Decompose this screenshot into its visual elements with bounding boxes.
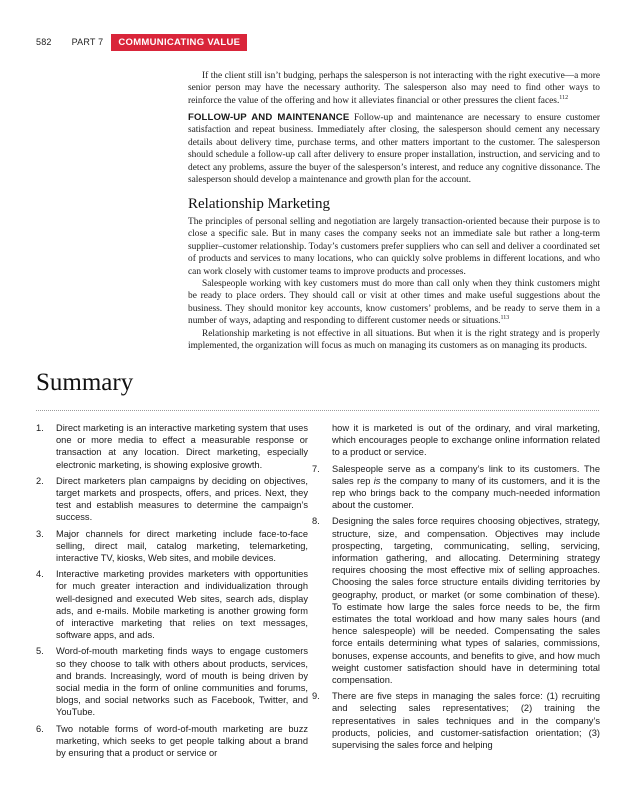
part-label: PART 7: [71, 37, 104, 47]
item-number: 5.: [36, 646, 44, 657]
relationship-heading: Relationship Marketing: [188, 196, 331, 212]
item-text: Designing the sales force requires choosing objectives, strategy, structure, size, and compensation. Objectives may include prospecting, targeting, communicating, selling, servicing, information gathering, and allocating. Determining strategy requires choosing the most effective mix of selling approaches. Choosing the sales force structure entails dividing territories by geography, product, or market (or some combination of these). To estimate how large the sales force needs to be, the firm estimates the total workload and how many sales hours (and hence salespeople) will be needed. Compensating the sales force entails determining what types of salaries, commissions, bonuses, expense accounts, and benefits to give, and how much weight customer satisfaction should have in determining total compensation.: [332, 516, 600, 686]
item-number: 8.: [312, 516, 320, 527]
item-text: Major channels for direct marketing include face-to-face selling, direct mail, catalog marketing, telemarketing, interactive TV, kiosks, Web sites, and mobile devices.: [56, 528, 308, 564]
summary-item: [36, 568, 308, 641]
endnote-113: 113: [500, 315, 510, 322]
item-number: 1.: [36, 423, 44, 433]
relationship-p2: Salespeople working with key customers must do more than call only when they think customers might be ready to place orders. They should call or visit at other times and make useful suggestions about the business. They should monitor key accounts, know customers’ problems, and be ready to serve them in a number of ways, adapting and responding to different customer needs or situations.: [188, 279, 600, 327]
summary-item: [36, 528, 308, 565]
item-number: 4.: [36, 569, 44, 580]
summary-heading: Summary: [36, 369, 134, 396]
follow-up-heading: FOLLOW-UP AND MAINTENANCE: [188, 112, 350, 123]
intro-paragraph: [188, 70, 600, 107]
item-number: 6.: [36, 723, 44, 734]
item-text: Direct marketers plan campaigns by deciding on objectives, target markets and prospects, offers, and prices. Next, they test and establish measures to determine the campaign’s success.: [56, 475, 308, 523]
item-number: 9.: [312, 691, 320, 702]
summary-item: [36, 645, 308, 718]
section-tag: COMMUNICATING VALUE: [111, 34, 247, 51]
item-text: Interactive marketing provides marketers with opportunities for much greater interaction and individualization through well-designed and executed Web sites, search ads, display ads, and e-mails. Mobile marketing is another growing form of interactive marketing that relies on text messages, software apps, and ads.: [56, 569, 308, 641]
summary-item: [36, 475, 308, 524]
item-text: There are five steps in managing the sales force: (1) recruiting and selecting sales representatives; (2) training the representatives in sales techniques and in the company’s products, policies, and customer-satisfaction orientation; (3) supervising the sales force and helping: [332, 691, 600, 751]
item-emphasis: is: [373, 475, 381, 486]
endnote-112: 112: [559, 94, 569, 101]
item-text: Salespeople serve as a company’s link to its customers. The sales rep: [332, 463, 600, 486]
summary-item: [36, 723, 308, 760]
follow-up-section: [188, 112, 600, 186]
summary-divider: [36, 410, 599, 411]
item-text: Word-of-mouth marketing finds ways to engage customers so they choose to talk with others about products, services, and brands. Increasingly, word of mouth is being driven by social media in the form of online communities and forums, blogs, and social networks such as Facebook, Twitter, and YouTube.: [56, 646, 308, 718]
summary-column-left: [36, 422, 308, 763]
summary-item: [312, 690, 600, 751]
intro-text: If the client still isn’t budging, perhaps the salesperson is not interacting with the right executive—a more senior person may have the necessary authority. The salesperson also may need to find other ways to reinforce the value of the offering and how it alleviates financial or other pressures the client faces.: [188, 71, 600, 106]
relationship-section: [188, 196, 600, 352]
summary-item: [312, 463, 600, 512]
page-number: 582: [36, 37, 52, 47]
relationship-p3: Relationship marketing is not effective in all situations. But when it is the right strategy and is properly implemented, the organization will focus as much on managing its customers as on managing its products.: [188, 328, 600, 352]
item-text: the company to many of its customers, and it is the rep who brings back to the company much-needed information about the customer.: [332, 475, 601, 511]
summary-column-right: [312, 422, 600, 755]
item-text: how it is marketed is out of the ordinary, and viral marketing, which encourages people to exchange online information related to a product or service.: [332, 423, 600, 458]
relationship-p1: The principles of personal selling and negotiation are largely transaction-oriented because their purpose is to close a specific sale. But in many cases the company seeks not an immediate sale but rather a long-term supplier–customer relationship. Today’s customers prefer suppliers who can sell and deliver a coordinated set of products and services to many locations, who can quickly solve problems in different locations, and who can work closely with customer teams to improve products and processes.: [188, 217, 600, 277]
summary-item-continuation: [312, 422, 600, 459]
item-text: Two notable forms of word-of-mouth marketing are buzz marketing, which seeks to get people talking about a brand by ensuring that a product or service or: [56, 723, 308, 759]
summary-item: [312, 515, 600, 686]
item-number: 2.: [36, 475, 44, 486]
item-number: 3.: [36, 528, 44, 539]
item-number: 7.: [312, 463, 320, 474]
summary-item: [36, 422, 308, 471]
running-header: [36, 32, 247, 52]
follow-up-text: Follow-up and maintenance are necessary to ensure customer satisfaction and repeat business. Immediately after closing, the salesperson should cement any necessary details about delivery time, purchase terms, and other matters important to the customer. The salesperson should schedule a follow-up call after delivery to ensure proper installation, instruction, and servicing and to detect any problems, assure the buyer of the salesperson’s interest, and reduce any cognitive dissonance. The salesperson should develop a maintenance and growth plan for the account.: [188, 113, 600, 186]
item-text: Direct marketing is an interactive marketing system that uses one or more media to effect a measurable response or transaction at any location. Direct marketing, especially electronic marketing, is showing explosive growth.: [56, 423, 308, 470]
